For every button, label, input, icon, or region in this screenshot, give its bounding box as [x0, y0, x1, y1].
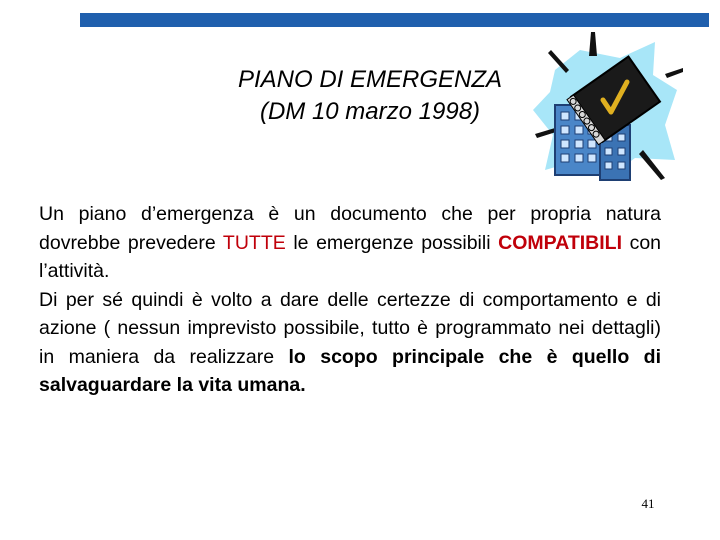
slide-title — [200, 64, 540, 128]
slide-title-line-1: PIANO DI EMERGENZA — [237, 66, 503, 93]
paragraph-2 — [39, 286, 661, 400]
paragraph-2-bold-text: lo scopo principale che è quello di salvaguardare la vita umana. — [39, 345, 661, 396]
highlight-compatibili: COMPATIBILI — [498, 231, 622, 254]
slide-title-line-2: (DM 10 marzo 1998) — [259, 98, 481, 125]
paragraph-1-text-c: con l’attività. — [39, 231, 662, 282]
header-accent-bar — [80, 13, 709, 27]
paragraph-1 — [39, 200, 661, 286]
paragraph-1-text-b: le emergenze possibili — [285, 231, 499, 254]
building-with-checklist-book-icon — [525, 30, 685, 190]
paragraph-2-text-a: Di per sé quindi è volto a dare delle certezze di comportamento e di azione ( nessun imprevisto possibile, tutto è programmato nei dettagli) in maniera da realizzare — [39, 288, 661, 368]
highlight-tutte: TUTTE — [222, 231, 286, 254]
body-text — [39, 200, 661, 400]
page-number: 41 — [641, 496, 655, 511]
paragraph-1-text-a: Un piano d’emergenza è un documento che per propria natura dovrebbe prevedere — [39, 203, 661, 254]
